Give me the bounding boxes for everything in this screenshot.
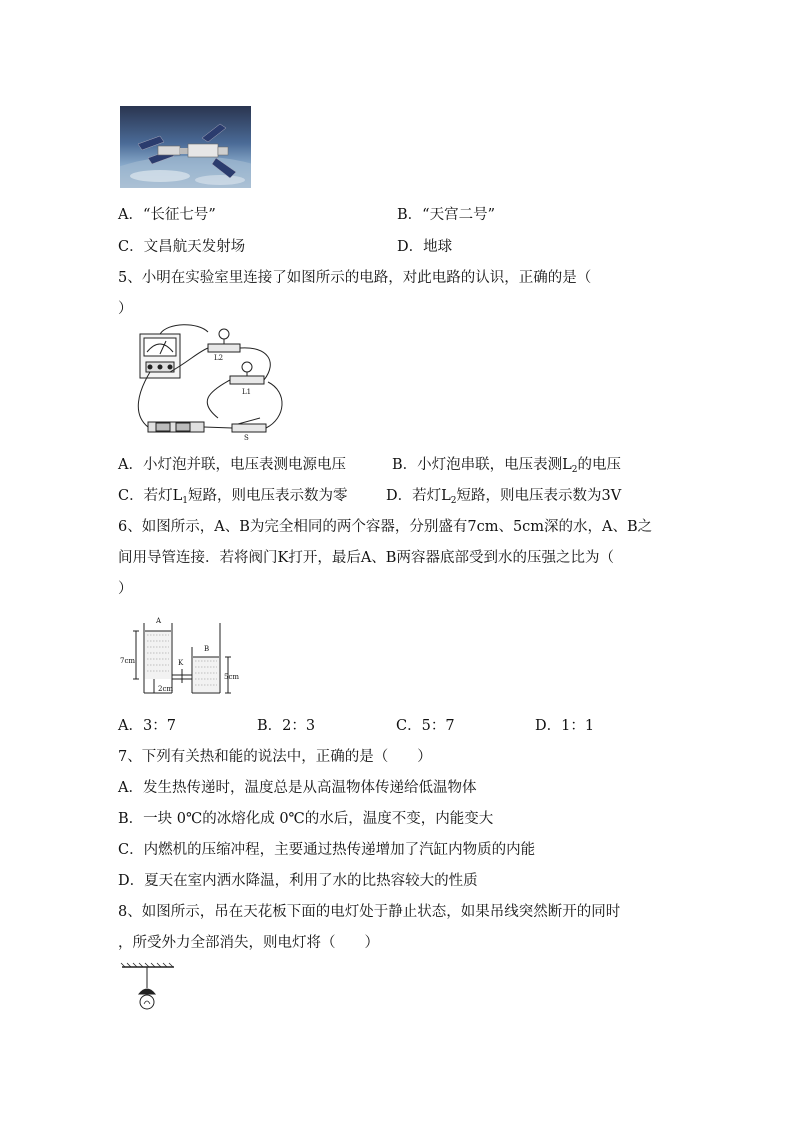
containers-diagram [120,617,242,702]
space-station-photo [120,106,251,188]
q7-option-a: A．发生热传递时，温度总是从高温物体传递给低温物体 [118,780,477,796]
label-7cm: 7cm [120,657,136,665]
q5-stem-line2: ） [118,301,133,317]
lamp-l1-bulb [242,362,252,372]
q5-stem-line1: 5、小明在实验室里连接了如图所示的电路，对此电路的认识，正确的是（ [118,270,592,286]
label-a: A [156,617,162,625]
q4-option-d: D．地球 [397,239,453,255]
q5-option-c: C．若灯$L_1$短路，则电压表示数为零 [118,488,348,506]
lamp-bulb [140,995,154,1009]
lamp-shade [139,989,155,994]
lamp-l2-bulb [219,329,229,339]
lamp-l2-base [208,344,240,352]
q5-option-d: D．若灯$L_2$短路，则电压表示数为3V [386,488,622,506]
q4-option-a: A．“长征七号” [118,207,216,223]
q7-option-c: C．内燃机的压缩冲程，主要通过热传递增加了汽缸内物质的内能 [118,842,536,858]
q5-option-b: B．小灯泡串联，电压表测$L_2$的电压 [392,457,622,475]
q6-option-c: C．5：7 [396,718,455,734]
label-l2: L2 [214,354,224,362]
q5-option-a: A．小灯泡并联，电压表测电源电压 [118,457,346,473]
lamp-l1-base [230,376,264,384]
q4-option-c: C．文昌航天发射场 [118,239,246,255]
q6-option-b: B．2：3 [257,718,316,734]
label-5cm: 5cm [224,673,240,681]
label-k: K [178,659,184,667]
q6-stem-line2: 间用导管连接．若将阀门K打开，最后A、B两容器底部受到水的压强之比为（ [118,550,614,566]
q7-option-b: B．一块 0℃的冰熔化成 0℃的水后，温度不变，内能变大 [118,811,494,827]
q4-option-b: B．“天宫二号” [397,207,495,223]
q7-option-d: D．夏天在室内洒水降温，利用了水的比热容较大的性质 [118,873,478,889]
q6-stem-line1: 6、如图所示，A、B为完全相同的两个容器，分别盛有7cm、5cm深的水，A、B之 [118,519,653,535]
label-l1: L1 [242,388,252,396]
q7-stem: 7、下列有关热和能的说法中，正确的是（ ） [118,749,432,765]
hanging-lamp-diagram [120,962,178,1018]
q8-stem-line2: ，所受外力全部消失，则电灯将（ ） [118,935,379,951]
q8-stem-line1: 8、如图所示，吊在天花板下面的电灯处于静止状态，如果吊线突然断开的同时 [118,904,621,920]
label-b: B [204,645,210,653]
q6-stem-line3: ） [118,581,133,597]
space-station-image [120,106,251,188]
q6-option-d: D．1：1 [535,718,595,734]
circuit-diagram [128,322,288,444]
label-s: S [244,434,249,442]
label-2cm: 2cm [158,685,174,693]
switch-base [232,424,266,432]
q6-option-a: A．3：7 [118,718,176,734]
